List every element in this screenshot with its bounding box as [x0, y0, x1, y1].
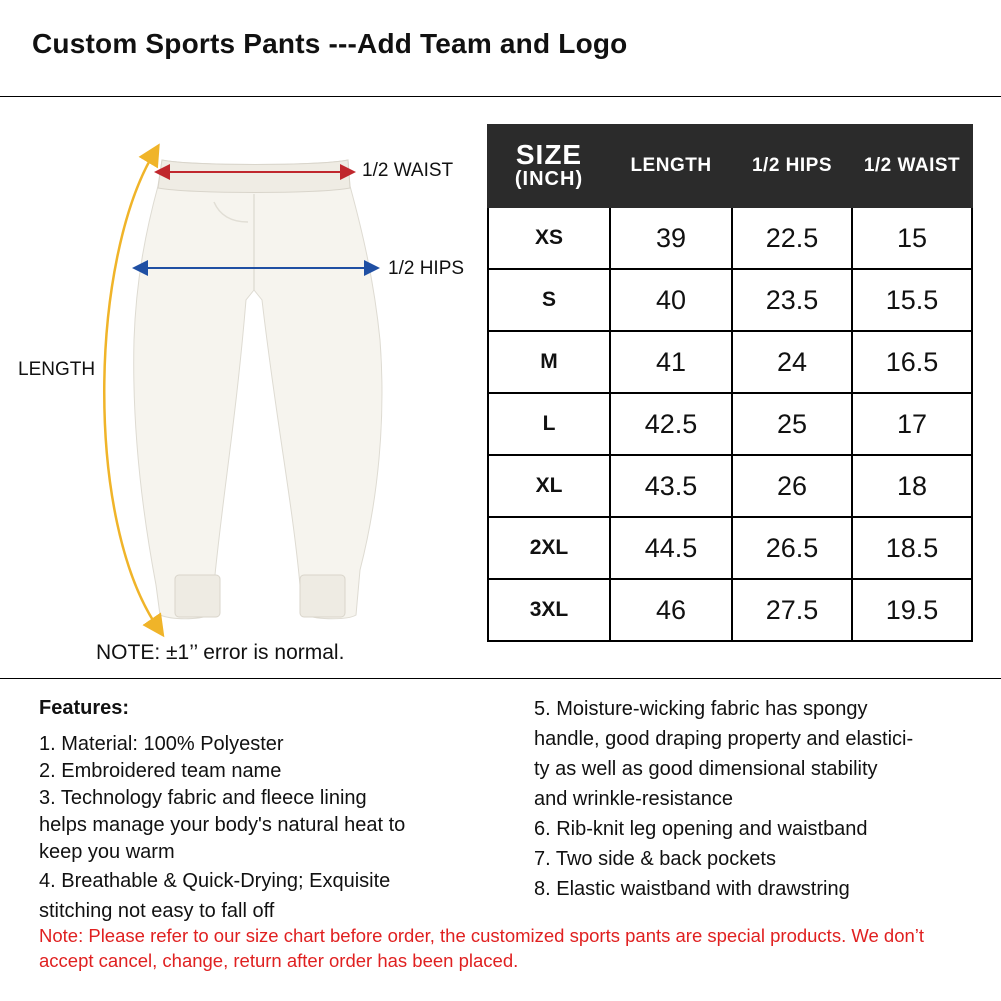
length-cell: 44.5	[610, 517, 732, 579]
table-row	[488, 517, 972, 579]
size-cell: XL	[488, 455, 610, 517]
header-hips: 1/2 HIPS	[732, 125, 852, 207]
length-cell: 43.5	[610, 455, 732, 517]
size-chart-table	[487, 124, 973, 642]
feature-item: 2. Embroidered team name	[39, 760, 282, 782]
hips-cell: 22.5	[732, 207, 852, 269]
features-left-column	[39, 731, 509, 926]
waist-cell: 18	[852, 455, 972, 517]
waist-cell: 19.5	[852, 579, 972, 641]
order-warning-note: Note: Please refer to our size chart before order, the customized sports pants are special products. We don’t accept cancel, change, return after order has been placed.	[39, 925, 925, 971]
length-cell: 39	[610, 207, 732, 269]
size-cell: M	[488, 331, 610, 393]
hips-cell: 23.5	[732, 269, 852, 331]
length-cell: 46	[610, 579, 732, 641]
hips-cell: 26	[732, 455, 852, 517]
feature-item: 8. Elastic waistband with drawstring	[534, 878, 850, 900]
header-length: LENGTH	[610, 125, 732, 207]
waist-cell: 15.5	[852, 269, 972, 331]
feature-item: 1. Material: 100% Polyester	[39, 733, 284, 755]
feature-item: 6. Rib-knit leg opening and waistband	[534, 818, 868, 840]
length-cell: 42.5	[610, 393, 732, 455]
table-row	[488, 269, 972, 331]
table-row	[488, 393, 972, 455]
hips-cell: 24	[732, 331, 852, 393]
size-chart-header-row	[488, 125, 972, 207]
size-cell: XS	[488, 207, 610, 269]
pants-illustration	[134, 160, 382, 619]
middle-divider	[0, 678, 1001, 679]
feature-item: 4. Breathable & Quick-Drying; Exquisite stitching not easy to fall off	[39, 870, 391, 922]
top-divider	[0, 96, 1001, 97]
hips-label: 1/2 HIPS	[388, 258, 465, 279]
error-note: NOTE: ±1’’ error is normal.	[96, 641, 345, 664]
waist-label: 1/2 WAIST	[362, 160, 454, 181]
waist-cell: 16.5	[852, 331, 972, 393]
hips-cell: 26.5	[732, 517, 852, 579]
waist-cell: 15	[852, 207, 972, 269]
header-size	[488, 125, 610, 207]
header-waist: 1/2 WAIST	[852, 125, 972, 207]
features-right-column	[534, 694, 974, 904]
table-row	[488, 207, 972, 269]
table-row	[488, 331, 972, 393]
size-cell: S	[488, 269, 610, 331]
table-row	[488, 455, 972, 517]
waist-cell: 18.5	[852, 517, 972, 579]
header-size-label: SIZE	[515, 139, 583, 170]
page-title: Custom Sports Pants ---Add Team and Logo	[32, 28, 628, 59]
length-label: LENGTH	[18, 359, 96, 380]
waist-cell: 17	[852, 393, 972, 455]
size-cell: L	[488, 393, 610, 455]
feature-item: 3. Technology fabric and fleece lining helps manage your body's natural heat to keep you warm	[39, 787, 406, 863]
length-cell: 41	[610, 331, 732, 393]
header-size-unit: (INCH)	[514, 168, 584, 190]
feature-item: 7. Two side & back pockets	[534, 848, 776, 870]
size-cell: 2XL	[488, 517, 610, 579]
length-cell: 40	[610, 269, 732, 331]
feature-item: 5. Moisture-wicking fabric has spongy handle, good draping property and elastici- ty as well as good dimensional stability and wrinkle-resistance	[534, 698, 914, 810]
table-row	[488, 579, 972, 641]
size-cell: 3XL	[488, 579, 610, 641]
hips-cell: 27.5	[732, 579, 852, 641]
pants-diagram	[0, 140, 480, 650]
features-heading: Features:	[39, 697, 130, 719]
hips-cell: 25	[732, 393, 852, 455]
